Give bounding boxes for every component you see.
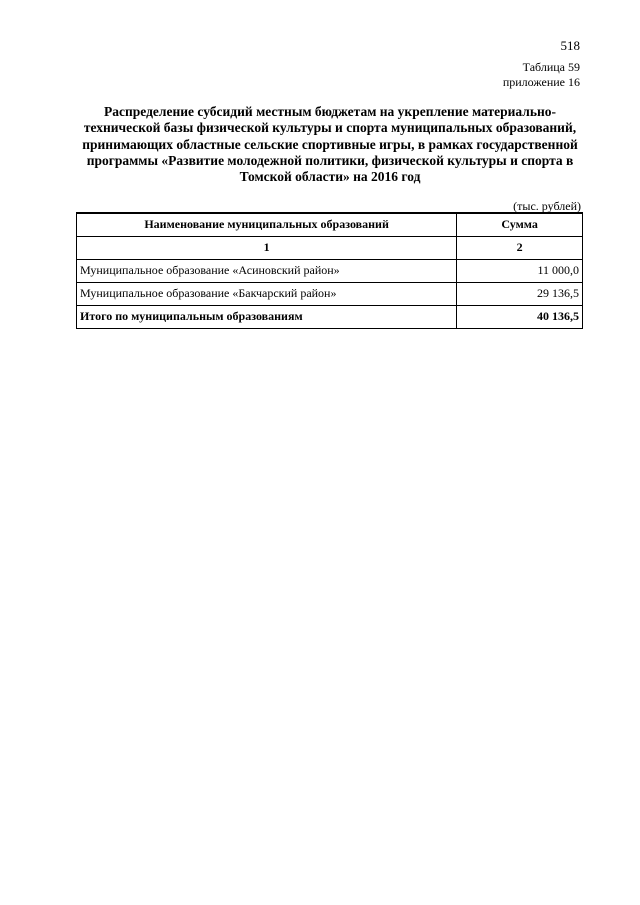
table-header-row (77, 213, 583, 236)
appendix-label: приложение 16 (502, 75, 580, 89)
subsidy-table (76, 212, 583, 329)
row-name: Муниципальное образование «Бакчарский район» (77, 282, 457, 305)
row-name: Муниципальное образование «Асиновский район» (77, 259, 457, 282)
table-caption (503, 60, 580, 90)
column-number-2: 2 (457, 236, 583, 259)
total-name: Итого по муниципальным образованиям (77, 305, 457, 328)
row-sum: 11 000,0 (457, 259, 583, 282)
row-sum: 29 136,5 (457, 282, 583, 305)
total-row (77, 305, 583, 328)
header-sum: Сумма (457, 213, 583, 236)
table-row (77, 282, 583, 305)
column-number-row (77, 236, 583, 259)
units-label: (тыс. рублей) (513, 199, 581, 213)
header-name: Наименование муниципальных образований (77, 213, 457, 236)
document-title: Распределение субсидий местным бюджетам на укрепление материально-технической базы физической культуры и спорта муниципальных образований, принимающих областные сельские спортивные игры, в рамках государственной программы «Развитие молодежной политики, физической культуры и спорта в Томской области» на 2016 год (82, 104, 578, 185)
table-row (77, 259, 583, 282)
table-label: Таблица 59 (522, 60, 580, 74)
total-sum: 40 136,5 (457, 305, 583, 328)
page-number: 518 (560, 38, 580, 53)
column-number-1: 1 (77, 236, 457, 259)
